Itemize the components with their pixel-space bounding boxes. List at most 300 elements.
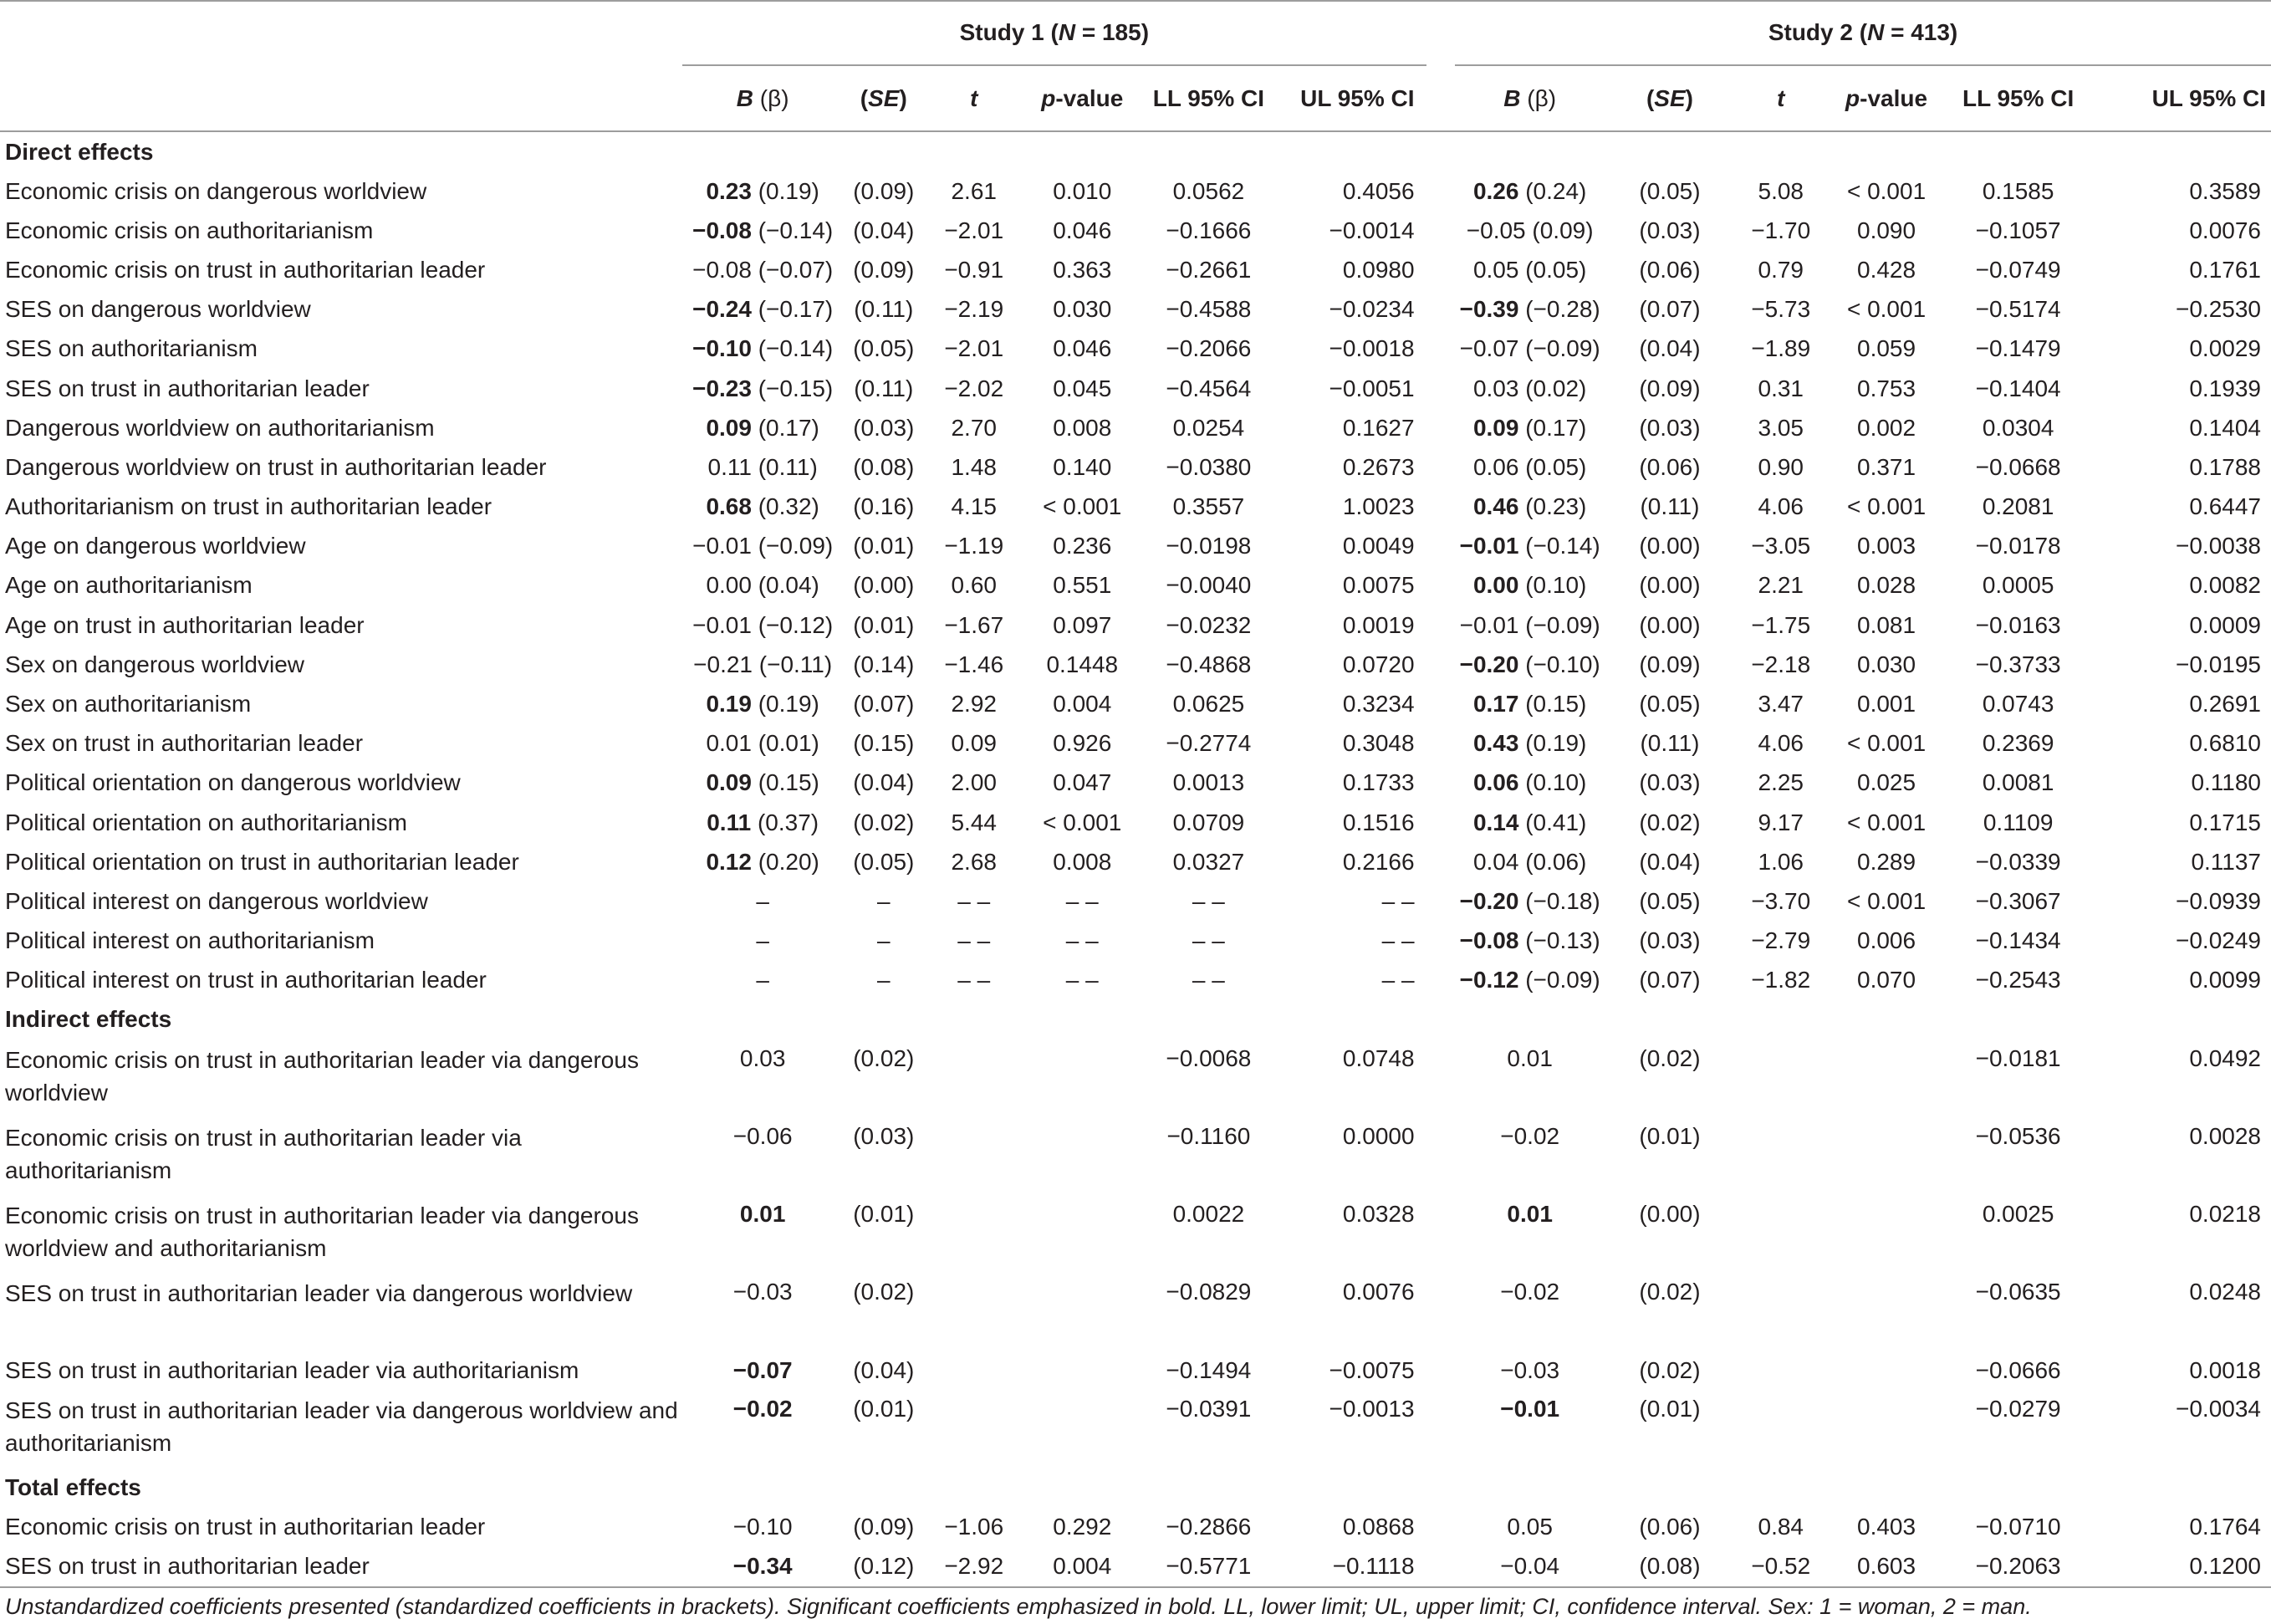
s2-b-cell	[1455, 961, 1605, 1000]
s1-ll-cell: 0.0709	[1172, 809, 1245, 835]
s1-p-cell: 0.046	[1053, 335, 1112, 362]
s2-se-cell: (0.11)	[1640, 493, 1700, 520]
s2-ul-cell: 0.0028	[2189, 1122, 2261, 1149]
s2-ll-cell: 0.0743	[1982, 691, 2054, 718]
s2-t-cell: 1.06	[1758, 848, 1804, 875]
s1-ll-cell: −0.1494	[1166, 1356, 1252, 1383]
s2-t-cell: −3.05	[1751, 533, 1811, 559]
s2-b-cell	[1455, 447, 1605, 487]
s2-b-value: 0.46	[1472, 493, 1519, 520]
s1-ul-cell: 0.0049	[1342, 533, 1415, 559]
s2-ul-cell: 0.1137	[2191, 848, 2261, 875]
s1-t-cell: 2.61	[951, 177, 997, 204]
s1-ul-cell: 0.2673	[1342, 453, 1415, 480]
s2-p-cell: 0.289	[1857, 848, 1916, 875]
spacer-cell	[1426, 408, 1456, 447]
s1-ll-cell: – –	[1192, 927, 1225, 954]
s1-ll-cell: 0.0562	[1172, 177, 1245, 204]
s2-b-cell	[1455, 1273, 1605, 1351]
s1-b-value: 0.01	[739, 1200, 786, 1227]
s2-b-cell	[1455, 250, 1605, 289]
s2-b-cell	[1455, 369, 1605, 408]
spacer-cell	[1426, 1273, 1456, 1351]
s2-t-cell: −2.18	[1751, 651, 1811, 677]
s2-b-cell	[1455, 527, 1605, 566]
s2-b-value: −0.04	[1500, 1552, 1560, 1579]
row-label: Economic crisis on trust in authoritarian leader via dangerous worldview	[5, 1046, 639, 1106]
s1-b-value: 0.01 (0.01)	[706, 730, 819, 757]
s2-t-cell: 2.25	[1758, 769, 1804, 796]
s2-t-cell: 2.21	[1758, 572, 1804, 599]
table-row	[0, 1351, 2271, 1390]
s1-ll-cell: −0.2774	[1166, 730, 1252, 757]
spacer-cell	[1426, 961, 1456, 1000]
s1-p-cell	[1023, 1039, 1141, 1117]
s2-b-cell	[1455, 842, 1605, 881]
row-label: Sex on trust in authoritarian leader	[5, 730, 364, 757]
s2-beta-value: (−0.09)	[1518, 967, 1600, 993]
s2-ul-cell: 0.0082	[2189, 572, 2261, 599]
s1-b-cell	[682, 1273, 843, 1351]
s1-se-cell: (0.12)	[843, 1546, 924, 1586]
s2-ll-cell: −0.2543	[1975, 967, 2061, 993]
s1-ul-cell: 0.0720	[1342, 651, 1415, 677]
s1-ll-cell: – –	[1192, 967, 1225, 993]
study-header-row	[0, 2, 2271, 67]
spacer-cell	[1426, 1195, 1456, 1273]
s1-b-value: −0.23	[692, 375, 752, 401]
s1-t-cell	[924, 1195, 1023, 1273]
s1-ll-cell: −0.1666	[1166, 217, 1252, 243]
s2-b-value: 0.00	[1472, 572, 1519, 599]
row-label: Sex on dangerous worldview	[5, 651, 304, 677]
s2-ul-cell: 0.0099	[2189, 967, 2261, 993]
s2-ll-cell: −0.0710	[1975, 1513, 2061, 1540]
s2-ul-cell: 0.1764	[2189, 1513, 2261, 1540]
s2-beta-value: (0.23)	[1518, 493, 1587, 520]
s1-ul-cell: −0.0014	[1329, 217, 1415, 243]
s1-ul-cell: 0.3048	[1342, 730, 1415, 757]
s1-se-cell: (0.02)	[853, 1278, 915, 1305]
s2-se-cell: (0.03)	[1639, 927, 1701, 954]
s1-b-cell	[682, 408, 843, 447]
s1-ll-cell: – –	[1192, 887, 1225, 914]
s2-p-cell: 0.081	[1857, 611, 1916, 638]
table-row	[0, 803, 2271, 842]
s2-ll-cell: −0.0279	[1975, 1396, 2061, 1422]
s2-ll-cell: −0.1479	[1975, 335, 2061, 362]
s2-se-cell: (0.03)	[1639, 769, 1701, 796]
row-label: Authoritarianism on trust in authoritarian leader	[5, 493, 492, 520]
s1-p-cell	[1023, 1390, 1141, 1468]
row-label: Economic crisis on authoritarianism	[5, 217, 374, 243]
s1-ul-cell: 0.1516	[1342, 809, 1415, 835]
s1-b-cell	[682, 684, 843, 723]
s1-p-cell: 0.097	[1053, 611, 1112, 638]
s2-se-cell: (0.05)	[1639, 177, 1701, 204]
s2-b-value: −0.02	[1500, 1122, 1560, 1149]
table-row	[0, 1117, 2271, 1195]
row-label: SES on trust in authoritarian leader via dangerous worldview	[5, 1279, 633, 1306]
s1-se-cell: (0.03)	[853, 414, 915, 441]
spacer-cell	[1426, 171, 1456, 211]
s1-b-value: 0.12	[706, 848, 752, 875]
s2-p-cell: 0.603	[1827, 1546, 1946, 1586]
s1-b-cell	[682, 447, 843, 487]
s2-se-cell: (0.02)	[1639, 1356, 1701, 1383]
s1-b-cell	[682, 881, 843, 921]
s1-ul-cell: 0.0980	[1342, 256, 1415, 283]
row-label: Political orientation on dangerous worldview	[5, 769, 461, 796]
s1-se-cell: –	[877, 967, 891, 993]
s1-b-value: −0.06	[732, 1122, 793, 1149]
s1-col-ul: UL 95% CI	[1276, 67, 1426, 131]
spacer-cell	[1426, 1117, 1456, 1195]
s1-p-cell: – –	[1065, 927, 1099, 954]
s2-b-cell	[1455, 211, 1605, 250]
s2-t-cell: −1.89	[1751, 335, 1811, 362]
table-row	[0, 527, 2271, 566]
spacer-cell	[1426, 488, 1456, 527]
s2-ll-cell: −0.0163	[1975, 611, 2061, 638]
s1-t-cell: −0.91	[944, 256, 1004, 283]
s1-t-cell: 2.92	[951, 691, 997, 718]
s2-beta-value: (0.17)	[1518, 414, 1587, 441]
s1-b-value: 0.09	[706, 769, 752, 796]
s1-ul-cell: – –	[1381, 967, 1415, 993]
s2-b-value: −0.01	[1459, 533, 1519, 559]
s2-ll-cell: −0.0668	[1975, 453, 2061, 480]
s2-ul-cell: −0.0195	[2176, 651, 2261, 677]
s1-b-cell	[682, 566, 843, 605]
s1-ll-cell: 0.0022	[1172, 1200, 1245, 1227]
table-row	[0, 447, 2271, 487]
s1-b-value: 0.11	[707, 809, 752, 835]
s1-b-cell	[682, 1117, 843, 1195]
s1-beta-value: (−0.15)	[751, 375, 834, 401]
table-row	[0, 1273, 2271, 1351]
s1-ll-cell: −0.4588	[1166, 296, 1252, 323]
s2-t-cell: 0.31	[1758, 375, 1804, 401]
s2-t-cell: 4.06	[1758, 493, 1804, 520]
table-row	[0, 763, 2271, 803]
s1-b-value: −0.01 (−0.12)	[692, 611, 834, 638]
s1-ll-cell: −0.2066	[1166, 335, 1252, 362]
s1-se-cell: (0.14)	[853, 651, 915, 677]
s2-col-ll: LL 95% CI	[1946, 67, 2090, 131]
s2-t-cell: −1.75	[1751, 611, 1811, 638]
s2-se-cell: (0.06)	[1639, 256, 1701, 283]
s1-p-cell: 0.047	[1053, 769, 1112, 796]
s2-b-value: 0.43	[1472, 730, 1519, 757]
study1-title: Study 1 (N = 185)	[682, 2, 1426, 67]
row-label: SES on dangerous worldview	[5, 296, 311, 323]
table-footnote: Unstandardized coefficients presented (standardized coefficients in brackets). Significant coefficients emphasized in bold. LL, lower limit; UL, upper limit; CI, confidence interval. Sex: 1 = woman, 2 = man.	[5, 1594, 2032, 1619]
s2-beta-value: (0.10)	[1518, 769, 1587, 796]
s2-b-value: 0.26	[1472, 177, 1519, 204]
spacer-cell	[1426, 724, 1456, 763]
s2-col-t: t	[1735, 67, 1827, 131]
s1-p-cell	[1023, 1351, 1141, 1390]
s2-p-cell: < 0.001	[1846, 296, 1927, 323]
s1-p-cell: 0.045	[1053, 375, 1112, 401]
s1-b-cell	[682, 1507, 843, 1546]
s1-beta-value: (−0.17)	[751, 296, 834, 323]
s2-se-cell: (0.00)	[1639, 611, 1701, 638]
s2-se-cell: (0.09)	[1639, 651, 1701, 677]
s2-ll-cell: −0.0635	[1975, 1278, 2061, 1305]
s2-p-cell: 0.001	[1857, 691, 1916, 718]
s1-b-value: 0.00 (0.04)	[706, 572, 819, 599]
s1-b-cell	[682, 961, 843, 1000]
s1-se-cell: (0.09)	[853, 256, 915, 283]
s1-se-cell: (0.05)	[853, 848, 915, 875]
s1-b-value: 0.11 (0.11)	[707, 453, 818, 480]
s2-ll-cell: −0.1057	[1975, 217, 2061, 243]
spacer-cell	[1426, 250, 1456, 289]
s2-ll-cell: −0.0339	[1975, 848, 2061, 875]
s1-p-cell: 0.030	[1053, 296, 1112, 323]
s2-t-cell: 9.17	[1758, 809, 1804, 835]
s1-se-cell: (0.01)	[853, 1396, 915, 1422]
s1-t-cell: 4.15	[951, 493, 997, 520]
s1-ll-cell: −0.4564	[1166, 375, 1252, 401]
s1-ul-cell: 1.0023	[1342, 493, 1415, 520]
s2-se-cell: (0.04)	[1639, 848, 1701, 875]
s1-beta-value: (0.20)	[751, 848, 819, 875]
row-label: Age on authoritarianism	[5, 572, 253, 599]
s1-b-cell	[682, 803, 843, 842]
s1-t-cell: −2.02	[944, 375, 1004, 401]
s2-t-cell: −1.82	[1751, 967, 1811, 993]
spacer-cell	[1426, 922, 1456, 961]
s2-b-cell	[1455, 1117, 1605, 1195]
s2-ll-cell: −0.0181	[1975, 1044, 2061, 1071]
s2-b-cell	[1455, 763, 1605, 803]
s2-b-cell	[1455, 408, 1605, 447]
s1-t-cell	[924, 1273, 1023, 1351]
s2-b-value: −0.39	[1459, 296, 1519, 323]
s1-se-cell: (0.01)	[853, 611, 915, 638]
spacer-cell	[1426, 605, 1456, 645]
s1-beta-value: (0.19)	[751, 177, 819, 204]
s2-t-cell: −3.70	[1751, 887, 1811, 914]
s2-b-cell	[1455, 881, 1605, 921]
s1-t-cell: 5.44	[951, 809, 997, 835]
s2-b-value: 0.06 (0.05)	[1472, 453, 1587, 480]
s2-b-cell	[1455, 803, 1605, 842]
s2-ul-cell: −0.0034	[2176, 1396, 2261, 1422]
s2-p-cell: 0.006	[1857, 927, 1916, 954]
s2-t-cell: 5.08	[1758, 177, 1804, 204]
s2-ul-cell: 0.1404	[2189, 414, 2261, 441]
table-row	[0, 488, 2271, 527]
s1-t-cell: – –	[957, 927, 991, 954]
s2-ul-cell: −0.2530	[2176, 296, 2261, 323]
s1-se-cell: (0.09)	[853, 177, 915, 204]
spacer-cell	[1426, 684, 1456, 723]
s1-b-cell	[682, 763, 843, 803]
s1-se-cell: (0.03)	[853, 1122, 915, 1149]
s1-ll-cell: −0.0829	[1166, 1278, 1252, 1305]
s2-p-cell: < 0.001	[1846, 887, 1927, 914]
s1-t-cell: 2.00	[951, 769, 997, 796]
s2-ll-cell: −0.0749	[1975, 256, 2061, 283]
s1-ul-cell: −0.0234	[1329, 296, 1415, 323]
s2-b-cell	[1455, 329, 1605, 369]
s2-ll-cell: −0.1434	[1975, 927, 2061, 954]
row-label: Political interest on dangerous worldview	[5, 887, 428, 914]
s2-ll-cell: 0.0081	[1982, 769, 2054, 796]
row-label: Sex on authoritarianism	[5, 691, 252, 718]
s2-p-cell: < 0.001	[1846, 809, 1927, 835]
table-row	[0, 566, 2271, 605]
s2-t-cell: −5.73	[1751, 296, 1811, 323]
spacer-cell	[1426, 447, 1456, 487]
s2-se-cell: (0.04)	[1639, 335, 1701, 362]
s1-ll-cell: −0.0232	[1166, 611, 1252, 638]
s2-t-cell: −2.79	[1751, 927, 1811, 954]
s2-ul-cell: 0.0218	[2189, 1200, 2261, 1227]
s1-t-cell: −1.06	[944, 1513, 1004, 1540]
s2-b-cell	[1455, 171, 1605, 211]
s1-beta-value: (0.32)	[751, 493, 819, 520]
s1-b-cell	[682, 1546, 843, 1586]
section-label-total: Total effects	[5, 1473, 141, 1500]
s1-se-cell: (0.05)	[853, 335, 915, 362]
s1-b-cell	[682, 211, 843, 250]
s2-p-cell: 0.030	[1857, 651, 1916, 677]
s2-se-cell: (0.05)	[1639, 691, 1701, 718]
s1-col-t: t	[924, 67, 1023, 131]
s2-p-cell	[1827, 1390, 1946, 1468]
s1-ll-cell: −0.2661	[1166, 256, 1252, 283]
s2-b-value: −0.07 (−0.09)	[1459, 335, 1600, 362]
spacer-cell	[1426, 763, 1456, 803]
s2-p-cell: 0.002	[1857, 414, 1916, 441]
row-label: Economic crisis on trust in authoritarian leader	[5, 1513, 486, 1540]
s2-ll-cell: −0.3067	[1975, 887, 2061, 914]
s1-b-cell	[682, 605, 843, 645]
table-row	[0, 408, 2271, 447]
s1-b-value: −0.34	[732, 1552, 793, 1579]
s1-col-se: (SE)	[843, 67, 924, 131]
s2-beta-value: (0.41)	[1518, 809, 1587, 835]
s1-b-cell	[682, 329, 843, 369]
s1-t-cell: −2.19	[944, 296, 1004, 323]
s1-t-cell: 2.68	[951, 848, 997, 875]
s1-t-cell: −1.19	[944, 533, 1004, 559]
s2-p-cell	[1827, 1117, 1946, 1195]
row-label: Dangerous worldview on trust in authoritarian leader	[5, 453, 547, 480]
s1-b-cell	[682, 922, 843, 961]
s2-t-cell: −0.52	[1735, 1546, 1827, 1586]
s2-t-cell: 3.47	[1758, 691, 1804, 718]
s2-b-value: 0.04 (0.06)	[1472, 848, 1587, 875]
row-label: Political orientation on authoritarianism	[5, 809, 407, 835]
s1-se-cell: (0.00)	[853, 572, 915, 599]
s1-t-cell: −2.01	[944, 335, 1004, 362]
s1-p-cell: 0.004	[1023, 1546, 1141, 1586]
s2-beta-value: (−0.13)	[1518, 927, 1600, 954]
s2-t-cell	[1735, 1390, 1827, 1468]
s2-t-cell	[1735, 1351, 1827, 1390]
s1-se-cell: –	[877, 887, 891, 914]
s1-ul-cell: 0.0076	[1342, 1278, 1415, 1305]
s1-p-cell: – –	[1065, 887, 1099, 914]
s1-col-ll: LL 95% CI	[1141, 67, 1276, 131]
s2-b-cell	[1455, 1546, 1605, 1586]
s1-b-value: 0.23	[706, 177, 752, 204]
s2-t-cell	[1735, 1117, 1827, 1195]
s1-b-value: –	[756, 887, 769, 914]
s1-se-cell: (0.11)	[854, 375, 914, 401]
s1-se-cell: (0.04)	[853, 217, 915, 243]
s1-b-value: −0.10	[692, 335, 752, 362]
s2-t-cell	[1735, 1195, 1827, 1273]
s2-b-value: −0.08	[1459, 927, 1519, 954]
s1-ul-cell: −0.0051	[1329, 375, 1415, 401]
s1-t-cell	[924, 1039, 1023, 1117]
s2-ll-cell: −0.0666	[1975, 1356, 2061, 1383]
s1-b-value: –	[756, 927, 769, 954]
s2-b-value: 0.09	[1472, 414, 1519, 441]
s2-t-cell: 3.05	[1758, 414, 1804, 441]
s1-ll-cell: 0.3557	[1172, 493, 1245, 520]
s1-ll-cell: −0.4868	[1166, 651, 1252, 677]
table-row	[0, 369, 2271, 408]
s2-ll-cell: 0.2369	[1982, 730, 2054, 757]
s1-col-p: p-value	[1023, 67, 1141, 131]
s2-p-cell	[1827, 1195, 1946, 1273]
s1-b-cell	[682, 724, 843, 763]
s1-ul-cell: 0.0019	[1342, 611, 1415, 638]
s1-p-cell: 0.008	[1053, 414, 1112, 441]
s2-se-cell: (0.06)	[1639, 1513, 1701, 1540]
row-label: SES on trust in authoritarian leader	[0, 1546, 682, 1586]
s2-ll-cell: 0.2081	[1982, 493, 2054, 520]
s1-ll-cell: 0.0625	[1172, 691, 1245, 718]
s1-t-cell: −1.67	[944, 611, 1004, 638]
s2-ul-cell: −0.0249	[2176, 927, 2261, 954]
s2-ul-cell: 0.3589	[2189, 177, 2261, 204]
s1-b-cell	[682, 290, 843, 329]
s2-ul-cell: 0.1200	[2090, 1546, 2271, 1586]
s1-b-value: −0.08	[692, 217, 752, 243]
s1-p-cell: 0.363	[1053, 256, 1112, 283]
s1-p-cell: 0.926	[1053, 730, 1112, 757]
s2-b-value: −0.02	[1500, 1278, 1560, 1305]
s1-beta-value: (0.17)	[751, 414, 819, 441]
s1-ll-cell: −0.5771	[1141, 1546, 1276, 1586]
spacer-cell	[1426, 566, 1456, 605]
s1-p-cell: 0.1448	[1046, 651, 1119, 677]
s2-ll-cell: −0.1404	[1975, 375, 2061, 401]
spacer-cell	[1426, 842, 1456, 881]
s2-t-cell: 4.06	[1758, 730, 1804, 757]
s2-b-value: −0.01	[1500, 1396, 1560, 1422]
s2-b-cell	[1455, 645, 1605, 684]
s2-ll-cell: −0.0178	[1975, 533, 2061, 559]
s1-b-cell	[682, 369, 843, 408]
s1-se-cell: (0.02)	[853, 1044, 915, 1071]
s1-p-cell: 0.046	[1053, 217, 1112, 243]
s2-b-value: −0.20	[1459, 887, 1519, 914]
table-row	[0, 250, 2271, 289]
s1-p-cell: 0.140	[1053, 453, 1112, 480]
s2-ul-cell: 0.1788	[2189, 453, 2261, 480]
table-row	[0, 684, 2271, 723]
